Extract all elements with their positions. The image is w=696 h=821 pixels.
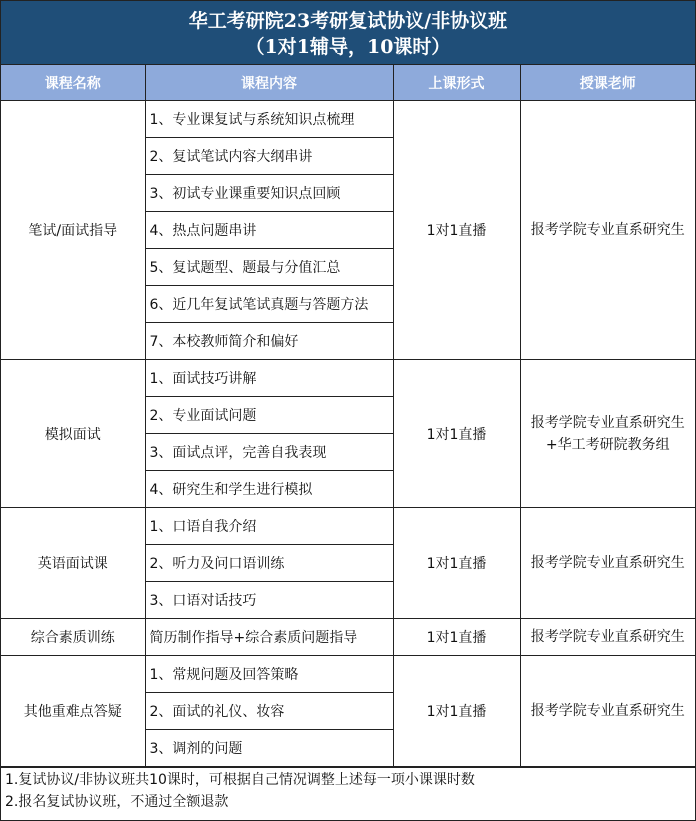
course-content-item: 2、专业面试问题 <box>145 397 393 434</box>
course-content-item: 5、复试题型、题最与分值汇总 <box>145 249 393 286</box>
course-content-item: 4、热点问题串讲 <box>145 212 393 249</box>
course-content-item: 7、本校教师简介和偏好 <box>145 323 393 360</box>
note-1: 1.复试协议/非协议班共10课时，可根据自己情况调整上述每一项小课课时数 <box>5 772 475 788</box>
course-name-cell: 笔试/面试指导 <box>1 101 145 360</box>
table-body <box>1 101 695 767</box>
class-format-cell: 1对1直播 <box>393 360 520 508</box>
course-content-item: 1、常规问题及回答策略 <box>145 656 393 693</box>
table-row <box>1 656 695 693</box>
course-content-item: 3、口语对话技巧 <box>145 582 393 619</box>
course-table <box>1 65 695 767</box>
course-name-cell: 综合素质训练 <box>1 619 145 656</box>
course-content-item: 2、面试的礼仪、妆容 <box>145 693 393 730</box>
class-format-cell: 1对1直播 <box>393 656 520 767</box>
table-row <box>1 101 695 138</box>
course-content-item: 1、面试技巧讲解 <box>145 360 393 397</box>
note-2: 2.报名复试协议班，不通过全额退款 <box>5 794 229 810</box>
title-line-2: （1对1辅导，10课时） <box>245 36 451 58</box>
notes-section <box>1 767 695 812</box>
header-course-name: 课程名称 <box>1 65 145 101</box>
course-content-item: 1、口语自我介绍 <box>145 508 393 545</box>
course-name-cell: 英语面试课 <box>1 508 145 619</box>
class-format-cell: 1对1直播 <box>393 508 520 619</box>
course-content-item: 6、近几年复试笔试真题与答题方法 <box>145 286 393 323</box>
class-format-cell: 1对1直播 <box>393 101 520 360</box>
course-content-item: 3、面试点评，完善自我表现 <box>145 434 393 471</box>
table-row <box>1 508 695 545</box>
teacher-cell: 报考学院专业直系研究生 <box>520 656 695 767</box>
header-course-content: 课程内容 <box>145 65 393 101</box>
course-name-cell: 其他重难点答疑 <box>1 656 145 767</box>
title-line-1: 华工考研院23考研复试协议/非协议班 <box>188 10 508 32</box>
teacher-cell: 报考学院专业直系研究生 <box>520 619 695 656</box>
header-teacher: 授课老师 <box>520 65 695 101</box>
title-bar <box>1 1 695 65</box>
teacher-cell: 报考学院专业直系研究生 +华工考研院教务组 <box>520 360 695 508</box>
teacher-cell: 报考学院专业直系研究生 <box>520 508 695 619</box>
table-row <box>1 360 695 397</box>
header-row <box>1 65 695 101</box>
class-format-cell: 1对1直播 <box>393 619 520 656</box>
course-content-item: 2、复试笔试内容大纲串讲 <box>145 138 393 175</box>
header-class-format: 上课形式 <box>393 65 520 101</box>
course-content-item: 1、专业课复试与系统知识点梳理 <box>145 101 393 138</box>
course-name-cell: 模拟面试 <box>1 360 145 508</box>
course-content-item: 4、研究生和学生进行模拟 <box>145 471 393 508</box>
course-content-item: 简历制作指导+综合素质问题指导 <box>145 619 393 656</box>
course-content-item: 2、听力及问口语训练 <box>145 545 393 582</box>
teacher-cell: 报考学院专业直系研究生 <box>520 101 695 360</box>
course-content-item: 3、调剂的问题 <box>145 730 393 767</box>
course-content-item: 3、初试专业课重要知识点回顾 <box>145 175 393 212</box>
table-row <box>1 619 695 656</box>
